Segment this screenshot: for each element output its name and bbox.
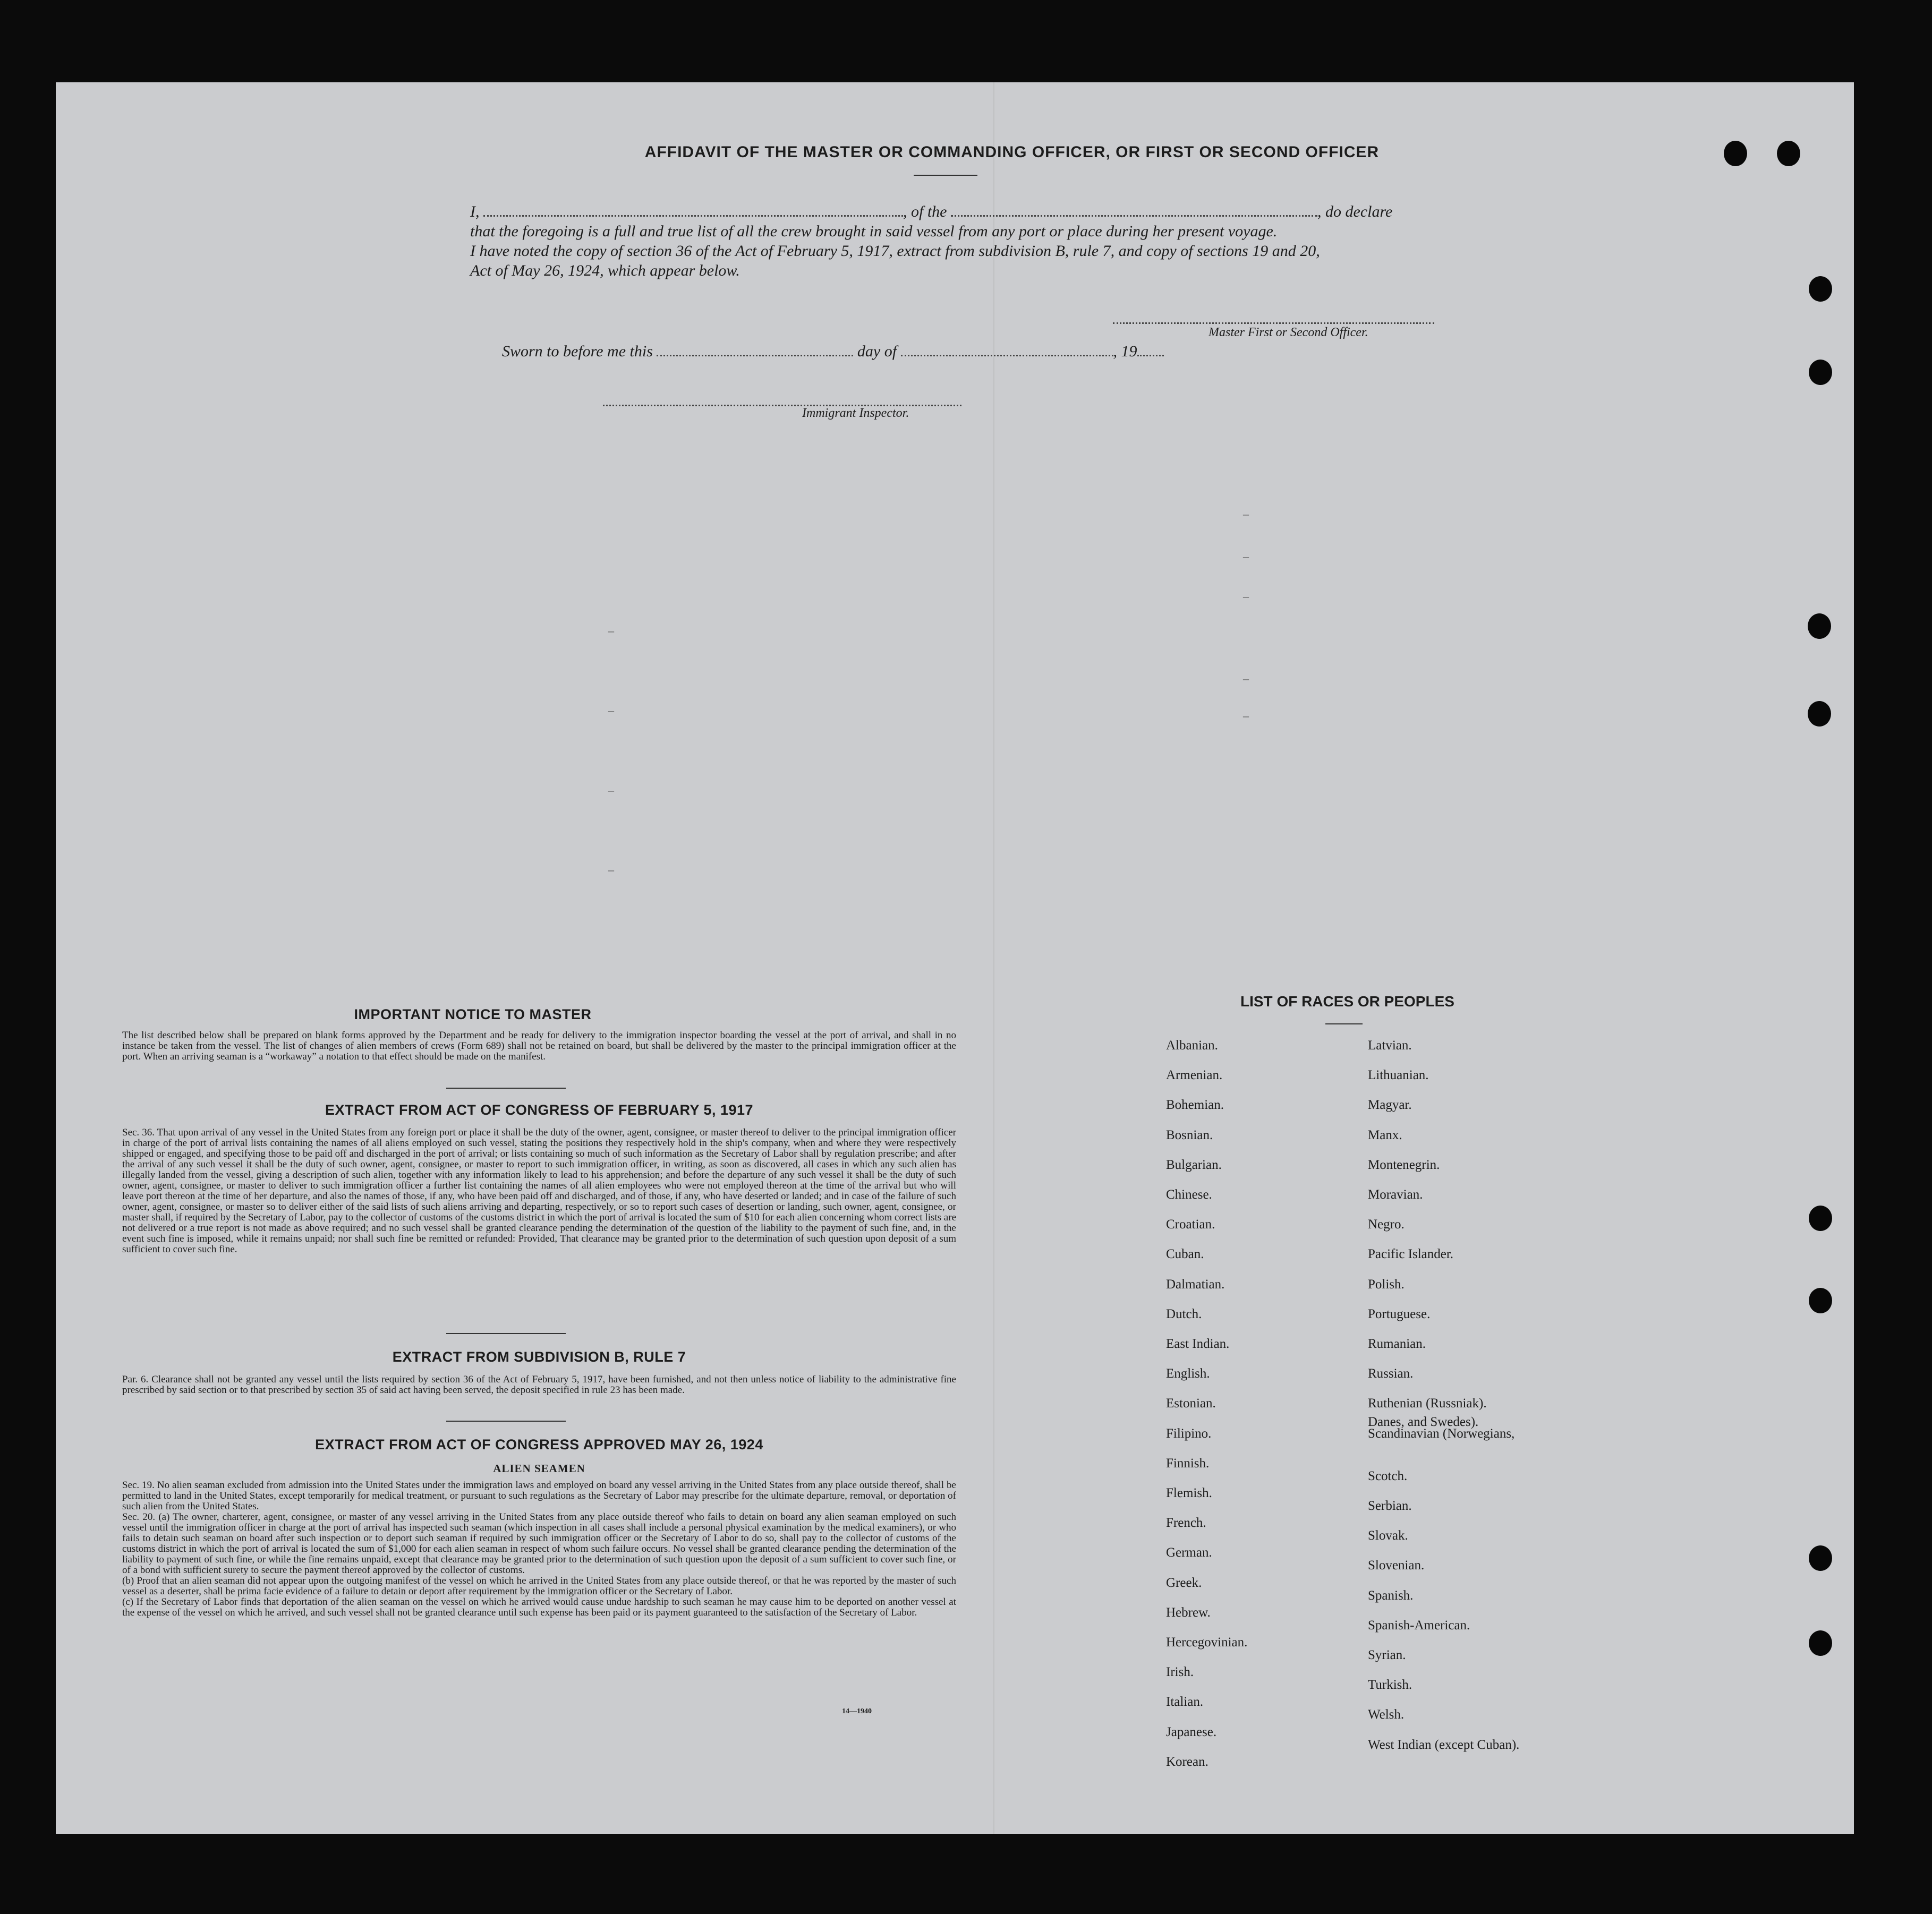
i-label: I, [470, 203, 480, 220]
notice-heading: IMPORTANT NOTICE TO MASTER [354, 1006, 592, 1022]
sec-20c-text: (c) If the Secretary of Labor finds that deportation of the alien seaman on the vessel on which he arrived would cause undue hardship to such seaman he may cause him to be deported on another vessel at the expense of the vessel on which he arrived, and such vessel shall not be granted clearance until such expense has been paid or its payment guaranteed to the satisfaction of the Secretary of Labor. [122, 1596, 956, 1618]
extract-rule7-text: Par. 6. Clearance shall not be granted any vessel until the lists required by section 36 of the Act of February 5, 1917, have been furnished, and not then unless notice of liability to the administrative fine prescribed by said section or to that prescribed by section 35 of said act having been served, the deposit specified in rule 23 has been made. [122, 1374, 956, 1396]
race-item: Korean. [1166, 1754, 1208, 1769]
race-item: Flemish. [1166, 1486, 1212, 1500]
month-blank[interactable] [901, 344, 1113, 356]
race-item: Latvian. [1368, 1038, 1412, 1053]
extract-1924-subheading: ALIEN SEAMEN [493, 1462, 585, 1475]
race-item: French. [1166, 1516, 1206, 1531]
extract-1917-text: Sec. 36. That upon arrival of any vessel in the United States from any foreign port or place it shall be the duty of the owner, agent, consignee, or master thereof to deliver to the principal immigration officer in charge of the port of arrival lists containing the names of all aliens employed on such vessel, stating the positions they respectively hold in the ship's company, when and where they were respectively shipped or engaged, and specifying those to be paid off and discharged in the port of arrival; or lists containing so much of such information as the Secretary of Labor shall by regulation prescribe; and after the arrival of any such vessel it shall be the duty of such owner, agent, consignee, or master to report to such immigration officer, in writing, as soon as discovered, all cases in which any such alien has illegally landed from the vessel, giving a description of such alien, together with any information likely to lead to his apprehension; and before the departure of any such vessel it shall be the duty of such owner, agent, consignee, or master to deliver to such immigration officer a further list containing the names of all alien employees who were not employed thereon at the time of the arrival but who will leave port thereon at the time of her departure, and also the names of those, if any, who have been paid off and discharged, and of those, if any, who have deserted or landed; and in case of the failure of such owner, agent, consignee, or master so to deliver either of the said lists of such aliens arriving and departing, respectively, or so to report such cases of desertion or landing, such owner, agent, consignee, or master shall, if required by the Secretary of Labor, pay to the collector of customs of the customs district in which the port of arrival is located the sum of $10 for each alien concerning whom correct lists are not delivered or a true report is not made as above required; and no such vessel shall be granted clearance pending the determination of the question of the liability to the payment of such fine, and, in the event such fine is imposed, while it remains unpaid; nor shall such fine be remitted or refunded: Provided, That clearance may be granted prior to the determination of such question upon deposit of a sum sufficient to cover such fine. [122, 1127, 956, 1255]
declaration-line-2: that the foregoing is a full and true list of all the crew brought in said vessel from any port or place during her present voyage. [470, 223, 1278, 240]
punch-hole [1808, 701, 1831, 727]
sec-20b-text: (b) Proof that an alien seaman did not appear upon the outgoing manifest of the vessel on which he arrived in the United States from any place outside thereof, or that he was reported by the master of such vessel as a deserter, shall be prima facie evidence of a failure to detain or deport after requirement by the immigration officer or the Secretary of Labor. [122, 1575, 956, 1597]
tick-mark: – [608, 783, 614, 797]
race-item: Scandinavian (Norwegians, [1368, 1426, 1515, 1441]
day-blank[interactable] [657, 344, 853, 356]
race-item: Dalmatian. [1166, 1277, 1225, 1292]
race-item: Bosnian. [1166, 1127, 1213, 1142]
day-of-label: day of [857, 343, 897, 360]
affidavit-title: AFFIDAVIT OF THE MASTER OR COMMANDING OFFICER, OR FIRST OR SECOND OFFICER [644, 143, 1380, 161]
tick-mark: – [608, 624, 614, 637]
race-item: Bohemian. [1166, 1098, 1224, 1113]
declaration-line-1 [470, 202, 1522, 221]
master-signature-label: Master First or Second Officer. [1208, 326, 1368, 339]
punch-hole [1808, 613, 1831, 639]
tick-mark: – [1243, 709, 1249, 722]
affidavit-declaration [470, 202, 1522, 280]
race-item: Finnish. [1166, 1456, 1210, 1471]
race-item: Estonian. [1166, 1396, 1216, 1411]
race-item: Dutch. [1166, 1306, 1202, 1321]
tick-mark: – [1243, 672, 1249, 685]
race-item: Cuban. [1166, 1247, 1204, 1262]
inspector-signature-line[interactable] [603, 394, 961, 406]
extract-1924-heading: EXTRACT FROM ACT OF CONGRESS APPROVED MAY 26, 1924 [315, 1437, 763, 1452]
race-item: German. [1166, 1545, 1212, 1560]
race-item: Slovenian. [1368, 1558, 1425, 1573]
race-item: Polish. [1368, 1277, 1405, 1292]
race-item: Slovak. [1368, 1528, 1408, 1543]
race-item: Turkish. [1368, 1678, 1412, 1693]
form-number: 14—1940 [842, 1707, 872, 1715]
race-item: Montenegrin. [1368, 1157, 1440, 1172]
punch-hole [1809, 1545, 1832, 1571]
race-item: Italian. [1166, 1695, 1204, 1710]
race-item: Chinese. [1166, 1187, 1212, 1202]
race-item: West Indian (except Cuban). [1368, 1737, 1520, 1752]
extract-1917-heading: EXTRACT FROM ACT OF CONGRESS OF FEBRUARY 5, 1917 [325, 1102, 754, 1118]
master-signature-line[interactable] [1113, 312, 1434, 324]
title-rule [914, 175, 977, 176]
race-item: Pacific Islander. [1368, 1247, 1454, 1262]
punch-hole [1809, 1206, 1832, 1231]
section-rule [446, 1333, 566, 1334]
race-item: English. [1166, 1366, 1210, 1381]
race-item: Greek. [1166, 1575, 1202, 1590]
race-item: Welsh. [1368, 1707, 1405, 1722]
race-item: Syrian. [1368, 1648, 1406, 1662]
race-item: Spanish. [1368, 1588, 1414, 1603]
tick-mark: – [608, 704, 614, 717]
tick-mark: – [1243, 507, 1249, 520]
race-item: Ruthenian (Russniak). [1368, 1396, 1487, 1411]
race-item: Portuguese. [1368, 1306, 1431, 1321]
of-the-label: , of the [903, 203, 947, 220]
race-item: Irish. [1166, 1665, 1194, 1680]
race-item: Hebrew. [1166, 1605, 1211, 1620]
extract-1924-body [122, 1480, 956, 1618]
punch-hole [1724, 141, 1747, 166]
race-item: Lithuanian. [1368, 1068, 1429, 1083]
race-item: East Indian. [1166, 1337, 1230, 1351]
race-item: Japanese. [1166, 1724, 1217, 1739]
name-blank[interactable] [483, 204, 903, 217]
tick-mark: – [1243, 589, 1249, 603]
race-item: Serbian. [1368, 1499, 1412, 1513]
sworn-line [502, 343, 1164, 361]
race-item: Rumanian. [1368, 1337, 1426, 1351]
race-item: Moravian. [1368, 1187, 1423, 1202]
punch-hole [1777, 141, 1800, 166]
race-item: Spanish-American. [1368, 1618, 1470, 1633]
punch-hole [1809, 276, 1832, 302]
notice-text: The list described below shall be prepared on blank forms approved by the Department and be ready for delivery to the immigration inspector boarding the vessel at the port of arrival, and shall in no instance be taken from the vessel. The list of changes of alien members of crews (Form 689) shall not be retained on board, but shall be delivered by the master to the principal immigration officer at the port. When an arriving seaman is a “workaway” a notation to that effect should be made on the manifest. [122, 1030, 956, 1062]
races-heading: LIST OF RACES OR PEOPLES [1240, 993, 1454, 1010]
declaration-line-4: Act of May 26, 1924, which appear below. [470, 262, 740, 279]
declaration-line-3: I have noted the copy of section 36 of the Act of February 5, 1917, extract from subdivision B, rule 7, and copy of sections 19 and 20, [470, 242, 1320, 260]
race-item: Manx. [1368, 1127, 1402, 1142]
extract-rule7-heading: EXTRACT FROM SUBDIVISION B, RULE 7 [392, 1349, 686, 1365]
section-rule [446, 1088, 566, 1089]
race-item: Magyar. [1368, 1098, 1412, 1113]
punch-hole [1809, 1630, 1832, 1656]
race-item: Hercegovinian. [1166, 1635, 1248, 1650]
race-item: Scotch. [1368, 1468, 1408, 1483]
form-sheet [56, 82, 1854, 1834]
race-item: Croatian. [1166, 1217, 1215, 1232]
race-item: Albanian. [1166, 1038, 1218, 1053]
sworn-label: Sworn to before me this [502, 343, 653, 360]
punch-hole [1809, 360, 1832, 385]
race-item: Bulgarian. [1166, 1157, 1222, 1172]
race-item: Filipino. [1166, 1426, 1212, 1441]
race-item: Russian. [1368, 1366, 1414, 1381]
inspector-label: Immigrant Inspector. [802, 406, 909, 420]
section-rule [446, 1421, 566, 1422]
sec-20a-text: Sec. 20. (a) The owner, charterer, agent, consignee, or master of any vessel arriving in the United States from any place outside thereof who fails to detain on board any alien seaman employed on such vessel until the immigration officer in charge at the port of arrival has inspected such seaman (which inspection in all cases shall include a personal physical examination by the medical examiners), or who fails to detain such seaman on board after such inspection or to deport such seaman if required by such immigration officer or the Secretary of Labor to do so, shall pay to the collector of customs of the customs district in which the port of arrival is located the sum of $1,000 for each alien seaman in respect of whom such failure occurs. No vessel shall be granted clearance pending the determination of the liability to payment of such fine, or while the fine remains unpaid, except that clearance may be granted prior to the determination of such question upon the deposit of a sum sufficient to cover such fine, or of a bond with sufficient surety to secure the payment thereof approved by the collector of customs. [122, 1511, 956, 1576]
race-item: Danes, and Swedes). [1368, 1414, 1479, 1429]
race-item: Armenian. [1166, 1068, 1223, 1083]
race-item: Negro. [1368, 1217, 1405, 1232]
sec-19-text: Sec. 19. No alien seaman excluded from admission into the United States under the immigration laws and employed on board any vessel arriving in the United States from any place outside thereof, shall be permitted to land in the United States, except temporarily for medical treatment, or pursuant to such regulations as the Secretary of Labor may prescribe for the ultimate departure, removal, or deportation of such alien from the United States. [122, 1480, 956, 1512]
year-blank[interactable] [1137, 344, 1164, 356]
tick-mark: – [608, 863, 614, 876]
year-prefix: , 19 [1113, 343, 1137, 360]
punch-hole [1809, 1288, 1832, 1313]
races-rule [1325, 1023, 1363, 1024]
do-declare-label: , do declare [1317, 203, 1393, 220]
tick-mark: – [1243, 550, 1249, 563]
vessel-blank[interactable] [951, 204, 1317, 217]
